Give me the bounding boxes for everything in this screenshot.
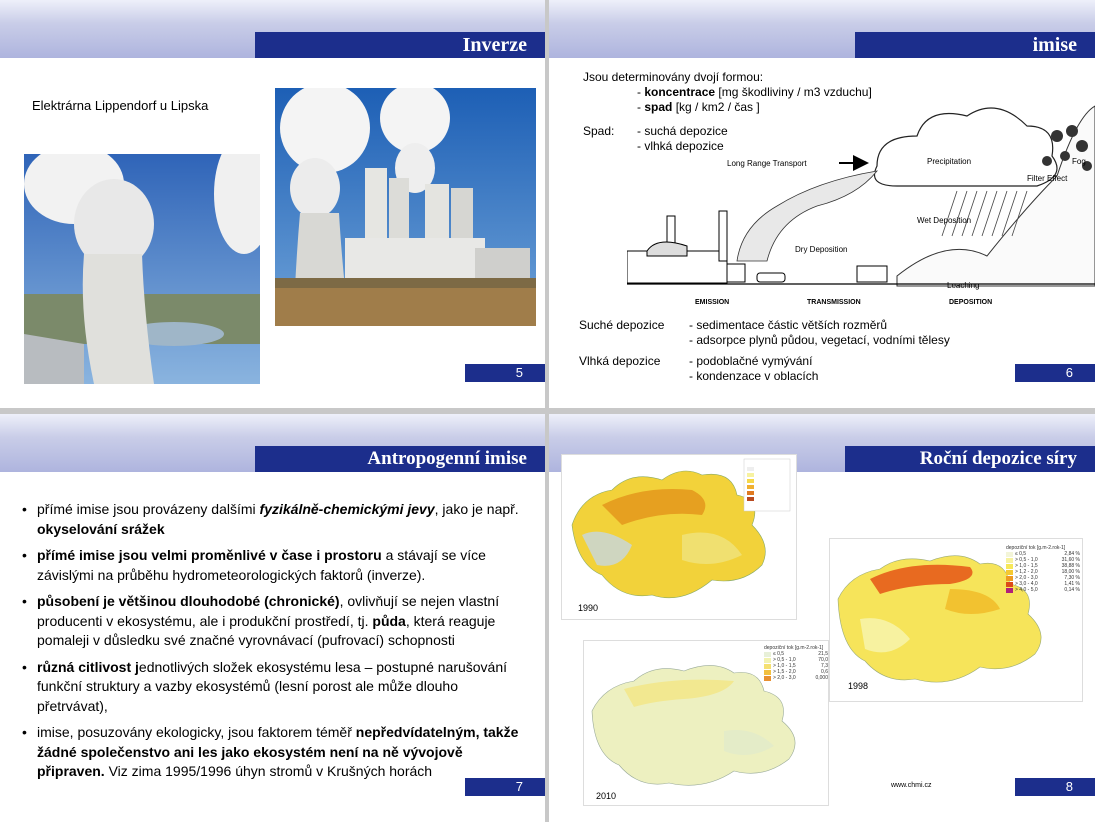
legend-range: ≤ 0,5 <box>1015 551 1027 557</box>
legend-percent: 7,3 <box>821 663 828 669</box>
list-item: • různá citlivost jednotlivých složek ekosystému lesa – postupné narušování funkční struktury a vazby ekosystémů (lesní porost ale může dlouho přetrvávat), <box>22 658 532 717</box>
legend-range: > 2,0 - 3,0 <box>1015 575 1038 581</box>
label-transmission: TRANSMISSION <box>807 299 861 306</box>
label-fog: Fog <box>1072 157 1086 166</box>
legend-swatch <box>1006 570 1013 575</box>
map-1990 <box>561 454 797 620</box>
page-number: 7 <box>465 778 545 796</box>
dry-item-2: - adsorpce plynů půdou, vegetací, vodními tělesy <box>689 333 950 347</box>
legend-range: > 1,0 - 1,5 <box>1015 563 1038 569</box>
dry-label: Suché depozice <box>579 318 665 332</box>
legend-swatch <box>1006 558 1013 563</box>
legend-percent: 0,14 % <box>1064 587 1080 593</box>
legend-swatch <box>764 652 771 657</box>
year-label-1990: 1990 <box>578 603 599 613</box>
concentration-line: - koncentrace [mg škodliviny / m3 vzduchu] <box>637 85 872 99</box>
legend-range: > 4,0 - 5,0 <box>1015 587 1038 593</box>
source-link: www.chmi.cz <box>891 782 932 789</box>
legend-swatch <box>764 658 771 663</box>
slide-imise <box>549 0 1095 408</box>
label-leaching: Leaching <box>947 281 980 290</box>
slide-rocni-depozice-siry <box>549 414 1095 822</box>
legend-range: ≤ 0,5 <box>773 651 785 657</box>
year-label-1998: 1998 <box>848 681 869 691</box>
photo-caption: Elektrárna Lippendorf u Lipska <box>32 98 209 113</box>
power-plant-photo <box>275 88 536 326</box>
page-number: 8 <box>1015 778 1095 796</box>
legend-percent: 21,5 <box>818 651 828 657</box>
legend-2010 <box>764 645 828 681</box>
legend-range: > 3,0 - 4,0 <box>1015 581 1038 587</box>
spad-item-2: - vlhká depozice <box>637 139 724 153</box>
legend-row <box>764 675 828 681</box>
legend-1998 <box>1006 545 1080 593</box>
dry-item-1: - sedimentace částic větších rozměrů <box>689 318 888 332</box>
legend-range: > 1,5 - 2,0 <box>773 669 796 675</box>
legend-row <box>1006 587 1080 593</box>
legend-swatch <box>1006 576 1013 581</box>
legend-swatch <box>764 676 771 681</box>
year-label-2010: 2010 <box>596 791 617 801</box>
spad-label: Spad: <box>583 124 615 138</box>
legend-range: > 2,0 - 3,0 <box>773 675 796 681</box>
cooling-tower-photo <box>24 154 260 384</box>
conc-term: koncentrace <box>644 85 716 99</box>
spad-term: spad <box>644 100 673 114</box>
list-item: • přímé imise jsou velmi proměnlivé v čase i prostoru a stávají se více závislými na průběhu hydrometeorologických faktorů (inverze). <box>22 546 532 585</box>
map-2010 <box>583 640 829 806</box>
legend-percent: 0,6 <box>821 669 828 675</box>
legend-range: > 0,5 - 1,0 <box>1015 557 1038 563</box>
slide-title: Inverze <box>255 32 545 58</box>
map-1998 <box>829 538 1083 702</box>
legend-swatch <box>764 670 771 675</box>
legend-percent: 18,00 % <box>1061 569 1080 575</box>
label-long-range: Long Range Transport <box>727 159 807 168</box>
legend-percent: 0,000 <box>815 675 828 681</box>
spad-unit: [kg / km2 / čas ] <box>672 100 760 114</box>
conc-unit: [mg škodliviny / m3 vzduchu] <box>715 85 872 99</box>
legend-title: depoziční tok [g.m-2.rok-1] <box>1006 545 1066 551</box>
legend-percent: 31,60 % <box>1061 557 1080 563</box>
legend-percent: 1,41 % <box>1064 581 1080 587</box>
legend-title: depoziční tok [g.m-2.rok-1] <box>764 645 824 651</box>
legend-range: > 1,2 - 2,0 <box>1015 569 1038 575</box>
legend-percent: 7,30 % <box>1064 575 1080 581</box>
label-wet: Wet Deposition <box>917 216 972 225</box>
slide-inverze <box>0 0 545 408</box>
page-number: 5 <box>465 364 545 382</box>
legend-range: > 1,0 - 1,5 <box>773 663 796 669</box>
wet-item-2: - kondenzace v oblacích <box>689 369 819 383</box>
legend-swatch <box>1006 582 1013 587</box>
legend-swatch <box>1006 588 1013 593</box>
page-number: 6 <box>1015 364 1095 382</box>
list-item: • přímé imise jsou provázeny dalšími fyzikálně-chemickými jevy, jako je např. okyselování srážek <box>22 500 532 539</box>
wet-label: Vlhká depozice <box>579 354 661 368</box>
spad-item-1: - suchá depozice <box>637 124 728 138</box>
legend-range: > 0,5 - 1,0 <box>773 657 796 663</box>
label-dry: Dry Deposition <box>795 245 848 254</box>
legend-swatch <box>1006 552 1013 557</box>
legend-percent: 2,84 % <box>1064 551 1080 557</box>
label-emission: EMISSION <box>695 299 730 306</box>
label-precipitation: Precipitation <box>927 157 972 166</box>
slide-title: Roční depozice síry <box>845 446 1095 472</box>
slide-title: Antropogenní imise <box>255 446 545 472</box>
legend-swatch <box>1006 564 1013 569</box>
intro-text: Jsou determinovány dvojí formou: <box>583 70 764 84</box>
label-filter: Filter Effect <box>1027 174 1068 183</box>
legend-swatch <box>764 664 771 669</box>
list-item: • působení je většinou dlouhodobé (chronické), ovlivňují se nejen vlastní producenti v ekosystému, ale i produkční prostředí, tj. půda, která reaguje pomaleji v důsledku své značné vyrovnávací (pufrovací) schopnosti <box>22 592 532 651</box>
wet-item-1: - podoblačné vymývání <box>689 354 813 368</box>
slide-antropogenni-imise <box>0 414 545 822</box>
legend-percent: 70,0 <box>818 657 828 663</box>
list-item: • imise, posuzovány ekologicky, jsou faktorem téměř nepředvídatelným, takže žádné společenstvo ani les jako ekosystém není na ně vývojově připraven. Viz zima 1995/1996 úhyn stromů v Krušných horách <box>22 723 532 782</box>
bullet-list <box>22 500 532 789</box>
legend-percent: 38,88 % <box>1061 563 1080 569</box>
slide-title: imise <box>855 32 1095 58</box>
label-deposition: DEPOSITION <box>949 299 993 306</box>
spad-line: - spad [kg / km2 / čas ] <box>637 100 760 114</box>
deposition-diagram <box>627 86 1095 312</box>
